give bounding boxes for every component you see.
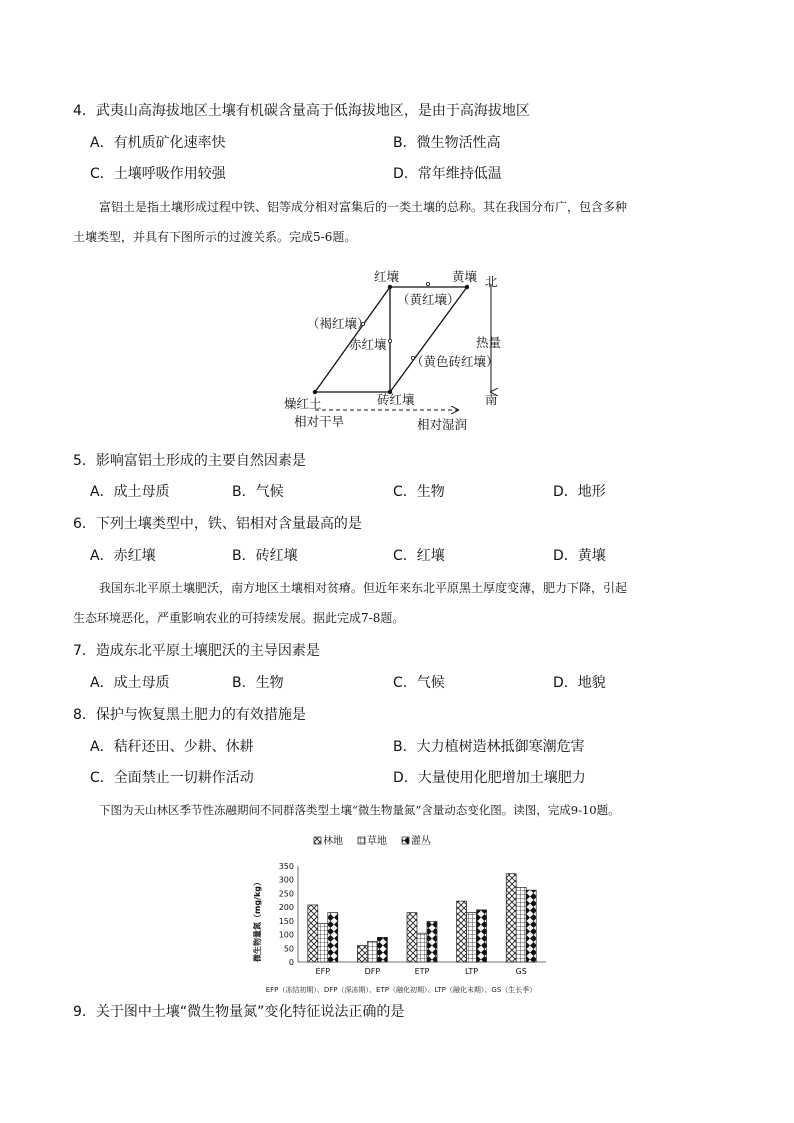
bar-DFP-草地 bbox=[367, 941, 377, 962]
bar-EFP-草地 bbox=[318, 924, 328, 962]
x-tick-label: GS bbox=[515, 967, 527, 976]
bar-ETP-灌丛 bbox=[427, 921, 437, 962]
bar-EFP-灌丛 bbox=[328, 913, 338, 962]
label-huanghongrang: （黄红壤） bbox=[397, 292, 460, 307]
question-6-stem: 6．下列土壤类型中，铁、铝相对含量最高的是 bbox=[73, 516, 362, 532]
bar-DFP-林地 bbox=[357, 946, 367, 962]
y-tick-label: 300 bbox=[278, 875, 294, 885]
question-6-option-a[interactable]: A．赤红壤 bbox=[90, 548, 156, 564]
label-bei: 北 bbox=[485, 274, 498, 289]
question-8-stem: 8．保护与恢复黑土肥力的有效措施是 bbox=[73, 707, 306, 723]
y-tick-label: 100 bbox=[278, 930, 294, 940]
bar-GS-草地 bbox=[516, 887, 526, 962]
y-tick-label: 350 bbox=[278, 862, 294, 871]
question-8-option-d[interactable]: D．大量使用化肥增加土壤肥力 bbox=[393, 770, 586, 786]
legend-label: 林地 bbox=[323, 836, 343, 847]
y-tick-label: 50 bbox=[283, 944, 294, 954]
question-9-stem: 9．关于图中土壤“微生物量氮”变化特征说法正确的是 bbox=[73, 1004, 405, 1020]
chart-legend bbox=[314, 834, 431, 847]
intro-9-10-line1: 下图为天山林区季节性冻融期间不同群落类型土壤“微生物量氮”含量动态变化图。读图，完成9-10题。 bbox=[99, 803, 620, 817]
y-tick-label: 200 bbox=[278, 903, 294, 913]
label-reliang: 热量 bbox=[476, 335, 502, 350]
bar-GS-灌丛 bbox=[526, 890, 536, 962]
label-zhuanhongrang: 砖红壤 bbox=[377, 392, 415, 407]
label-shirun: 相对湿润 bbox=[417, 417, 468, 432]
bar-LTP-林地 bbox=[457, 901, 467, 962]
question-6-option-c[interactable]: C．红壤 bbox=[393, 548, 445, 564]
question-5-stem: 5．影响富铝土形成的主要自然因素是 bbox=[73, 453, 306, 469]
question-5-option-c[interactable]: C．生物 bbox=[393, 484, 445, 500]
question-8-option-c[interactable]: C．全面禁止一切耕作活动 bbox=[90, 770, 254, 786]
intro-7-8 bbox=[73, 578, 723, 628]
label-huangrang: 黄壤 bbox=[452, 269, 478, 284]
bar-LTP-灌丛 bbox=[477, 910, 487, 962]
label-zaohongtu: 燥红土 bbox=[284, 396, 322, 411]
legend-label: 灌丛 bbox=[411, 836, 431, 847]
question-7-option-c[interactable]: C．气候 bbox=[393, 675, 445, 691]
label-huangsezhuanhongrang: （黄色砖红壤） bbox=[411, 354, 499, 369]
microbial-nitrogen-bar-chart bbox=[236, 830, 566, 996]
bar-DFP-灌丛 bbox=[377, 937, 387, 962]
bar-EFP-林地 bbox=[308, 905, 318, 962]
question-7-option-d[interactable]: D．地貌 bbox=[553, 675, 606, 691]
soil-transition-diagram bbox=[270, 262, 520, 437]
question-4-option-a[interactable]: A．有机质矿化速率快 bbox=[90, 135, 226, 151]
question-4-option-c[interactable]: C．土壤呼吸作用较强 bbox=[90, 166, 226, 182]
intro-5-6-line1: 富铝土是指土壤形成过程中铁、铝等成分相对富集后的一类土壤的总称。其在我国分布广，包含多种 bbox=[99, 200, 628, 214]
label-chihongrang: 赤红壤 bbox=[349, 337, 387, 352]
question-8-option-a[interactable]: A．秸秆还田、少耕、休耕 bbox=[90, 739, 254, 755]
y-tick-label: 0 bbox=[288, 958, 294, 967]
x-tick-label: DFP bbox=[364, 967, 381, 976]
x-tick-label: ETP bbox=[414, 967, 430, 976]
question-7-stem: 7．造成东北平原土壤肥沃的主导因素是 bbox=[73, 643, 320, 659]
question-5-option-d[interactable]: D．地形 bbox=[553, 484, 606, 500]
question-4-stem: 4．武夷山高海拔地区土壤有机碳含量高于低海拔地区，是由于高海拔地区 bbox=[73, 103, 530, 119]
question-6-option-d[interactable]: D．黄壤 bbox=[553, 548, 606, 564]
x-tick-label: LTP bbox=[465, 967, 479, 976]
label-hehongrang: （褐红壤） bbox=[307, 316, 370, 331]
question-6-option-b[interactable]: B．砖红壤 bbox=[232, 548, 298, 564]
bar-LTP-草地 bbox=[467, 913, 477, 962]
bar-GS-林地 bbox=[506, 874, 516, 962]
y-tick-label: 150 bbox=[278, 916, 294, 926]
y-axis-label: 微生物量氮（mg/kg） bbox=[253, 877, 262, 963]
question-7-option-b[interactable]: B．生物 bbox=[232, 675, 284, 691]
x-tick-label: EFP bbox=[315, 967, 331, 976]
question-5-option-a[interactable]: A．成土母质 bbox=[90, 484, 170, 500]
question-7-option-a[interactable]: A．成土母质 bbox=[90, 675, 170, 691]
intro-7-8-line1: 我国东北平原土壤肥沃，南方地区土壤相对贫瘠。但近年来东北平原黑土厚度变薄，肥力下降，引起 bbox=[99, 581, 628, 595]
legend-label: 草地 bbox=[367, 836, 387, 847]
legend-swatch bbox=[402, 837, 409, 844]
bar-ETP-草地 bbox=[417, 933, 427, 962]
question-4-option-b[interactable]: B．微生物活性高 bbox=[393, 135, 501, 151]
question-8-option-b[interactable]: B．大力植树造林抵御寒潮危害 bbox=[393, 739, 585, 755]
label-nan: 南 bbox=[485, 392, 498, 407]
question-4-option-d[interactable]: D．常年维持低温 bbox=[393, 166, 502, 182]
intro-9-10 bbox=[73, 800, 753, 820]
intro-5-6-line2: 土壤类型，并具有下图所示的过渡关系。完成5-6题。 bbox=[73, 230, 357, 244]
y-tick-label: 250 bbox=[278, 889, 294, 899]
chart-footnote: EFP（冻结初期）、DFP（深冻期）、ETP（融化初期）、LTP（融化末期）、GS（生长季） bbox=[265, 986, 537, 994]
label-ganhan: 相对干旱 bbox=[294, 414, 345, 429]
question-5-option-b[interactable]: B．气候 bbox=[232, 484, 284, 500]
intro-7-8-line2: 生态环境恶化，严重影响农业的可持续发展。据此完成7-8题。 bbox=[73, 611, 405, 625]
intro-5-6 bbox=[73, 197, 723, 247]
bar-ETP-林地 bbox=[407, 913, 417, 962]
label-hongrang: 红壤 bbox=[374, 269, 400, 284]
legend-swatch bbox=[358, 837, 365, 844]
legend-swatch bbox=[314, 837, 321, 844]
